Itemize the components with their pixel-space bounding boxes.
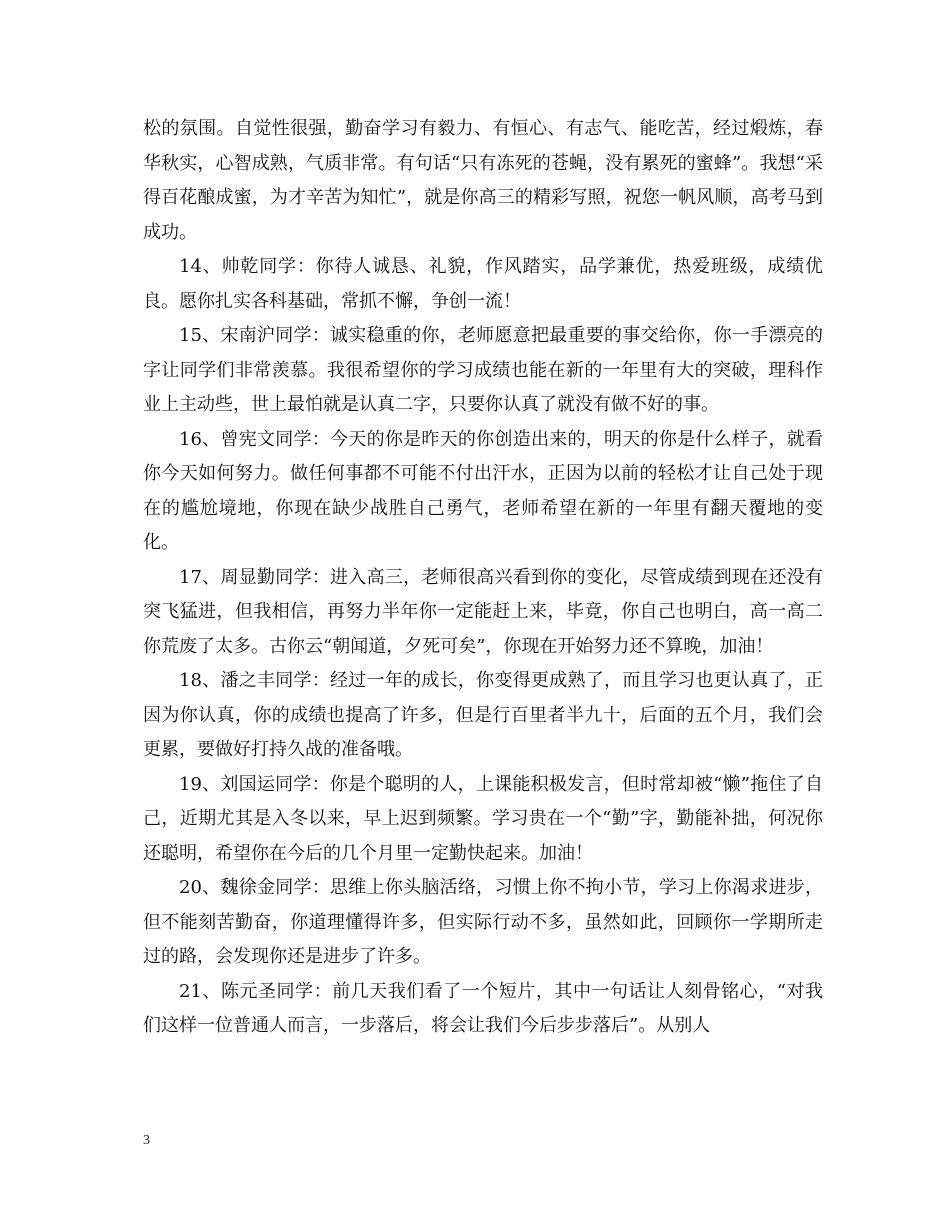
- paragraph-16: 16、曾宪文同学：今天的你是昨天的你创造出来的，明天的你是什么样子，就看你今天如何努力。做任何事都不可能不付出汗水，正因为以前的轻松才让自己处于现在的尴尬境地，你现在缺少战胜自己勇气，老师希望在新的一年里有翻天覆地的变化。: [143, 428, 823, 553]
- paragraph-14: 14、帅乾同学：你待人诚恳、礼貌，作风踏实，品学兼优，热爱班级，成绩优良。愿你扎实各科基础，常抓不懈，争创一流！: [143, 256, 823, 312]
- paragraph-continuation: 松的氛围。自觉性很强，勤奋学习有毅力、有恒心、有志气、能吃苦，经过煅炼，春华秋实，心智成熟，气质非常。有句话“只有冻死的苍蝇，没有累死的蜜蜂”。我想“采得百花酿成蜜，为才辛苦为知忙”，就是你高三的精彩写照，祝您一帆风顺，高考马到成功。: [143, 118, 823, 243]
- paragraph-17: 17、周显勤同学：进入高三，老师很高兴看到你的变化，尽管成绩到现在还没有突飞猛进，但我相信，再努力半年你一定能赶上来，毕竟，你自己也明白，高一高二你荒废了太多。古你云“朝闻道，夕死可矣”，你现在开始努力还不算晚，加油！: [143, 566, 823, 657]
- paragraph-19: 19、刘国运同学：你是个聪明的人，上课能积极发言，但时常却被“懒”拖住了自己，近期尤其是入冬以来，早上迟到频繁。学习贵在一个“勤”字，勤能补拙，何况你还聪明，希望你在今后的几个月里一定勤快起来。加油！: [143, 773, 823, 864]
- document-body: [143, 112, 823, 1044]
- paragraph-18: 18、潘之丰同学：经过一年的成长，你变得更成熟了，而且学习也更认真了，正因为你认真，你的成绩也提高了许多，但是行百里者半九十，后面的五个月，我们会更累，要做好打持久战的准备哦。: [143, 670, 823, 760]
- page-number: 3: [143, 1133, 150, 1148]
- paragraph-15: 15、宋南沪同学：诚实稳重的你，老师愿意把最重要的事交给你，你一手漂亮的字让同学们非常羡慕。我很希望你的学习成绩也能在新的一年里有大的突破，理科作业上主动些，世上最怕就是认真二字，只要你认真了就没有做不好的事。: [143, 325, 823, 415]
- paragraph-21: 21、陈元圣同学：前几天我们看了一个短片，其中一句话让人刻骨铭心，“对我们这样一位普通人而言，一步落后，将会让我们今后步步落后”。从别人: [143, 980, 823, 1036]
- paragraph-20: 20、魏徐金同学：思维上你头脑活络，习惯上你不拘小节，学习上你渴求进步，但不能刻苦勤奋，你道理懂得许多，但实际行动不多，虽然如此，回顾你一学期所走过的路，会发现你还是进步了许多。: [143, 877, 823, 967]
